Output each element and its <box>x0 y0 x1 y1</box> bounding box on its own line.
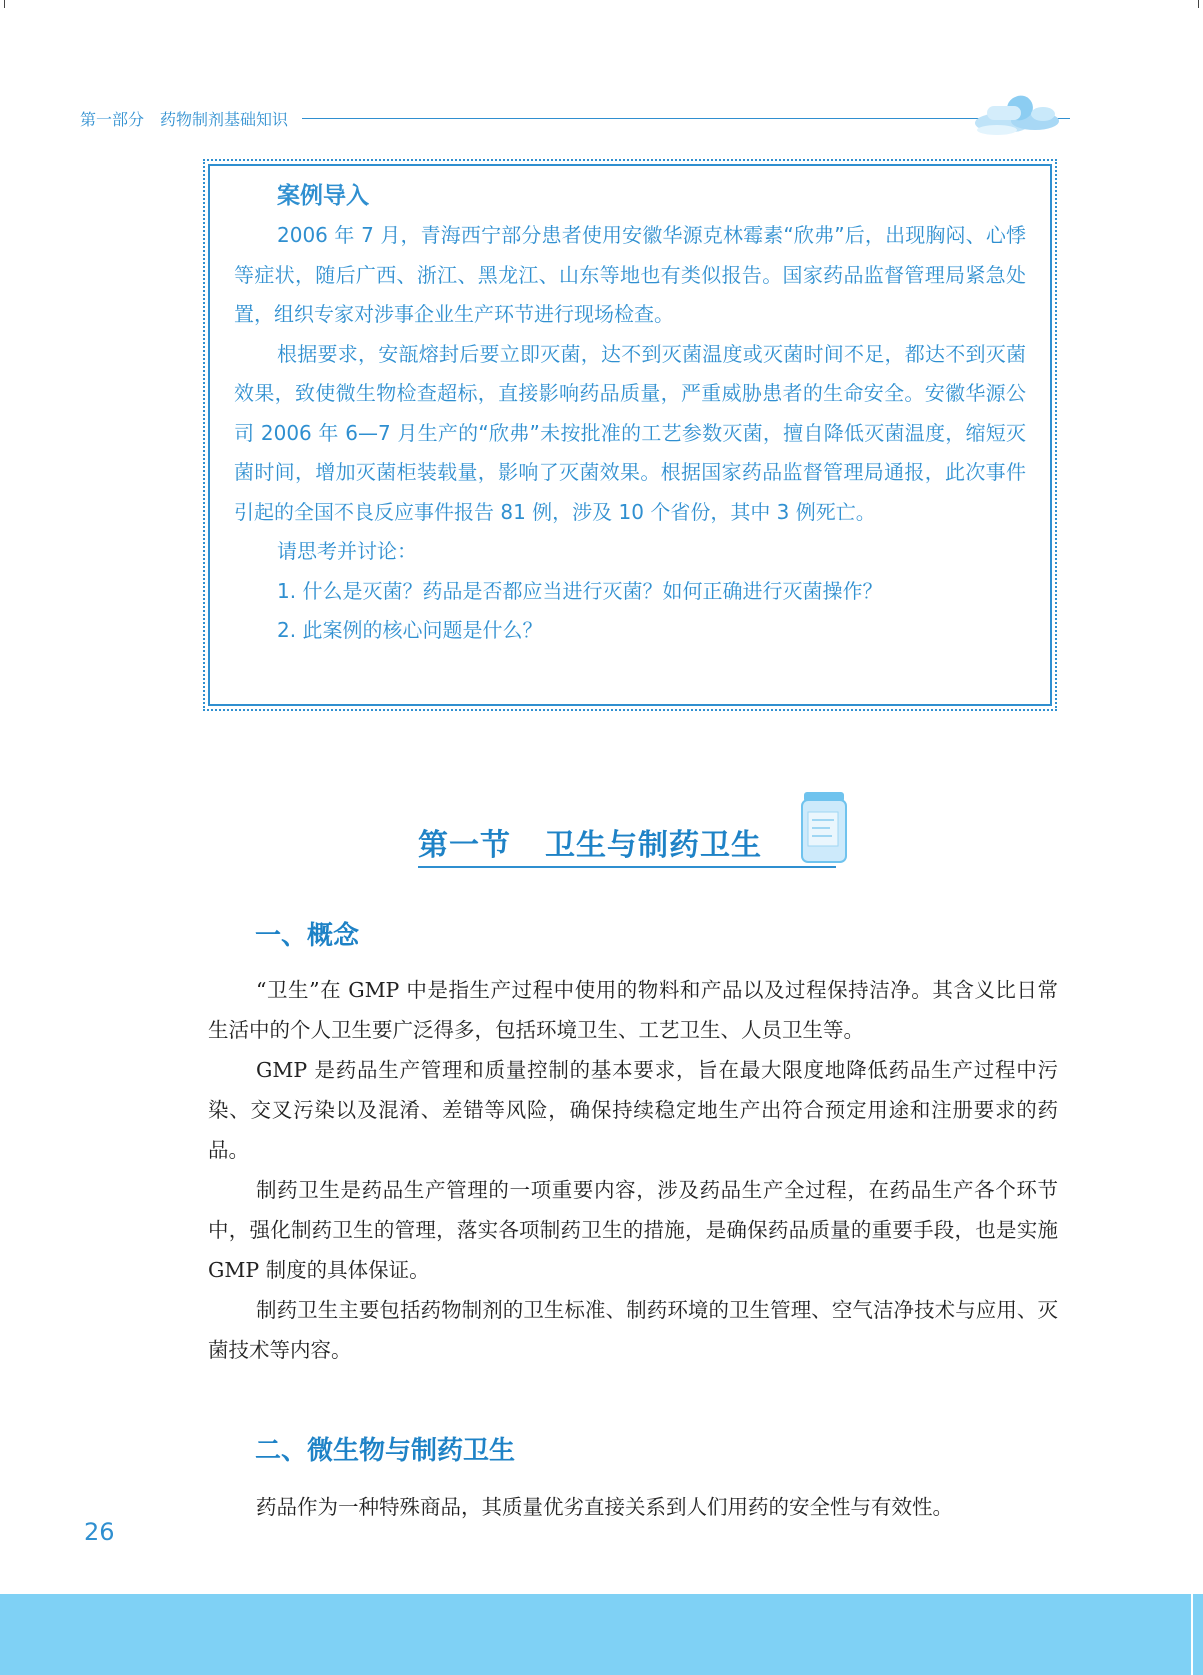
footer-band <box>0 1594 1203 1675</box>
footer-band-edge <box>1191 1594 1193 1675</box>
case-paragraph: 2006 年 7 月，青海西宁部分患者使用安徽华源克林霉素“欣弗”后，出现胸闷、心悸等症状，随后广西、浙江、黑龙江、山东等地也有类似报告。国家药品监督管理局紧急处置，组织专家对涉事企业生产环节进行现场检查。 <box>234 223 1026 326</box>
crop-mark <box>4 0 5 8</box>
body-paragraph: 药品作为一种特殊商品，其质量优劣直接关系到人们用药的安全性与有效性。 <box>256 1495 953 1519</box>
jar-icon <box>800 790 848 864</box>
section-name: 卫生与制药卫生 <box>545 828 762 863</box>
case-title: 案例导入 <box>277 183 369 209</box>
running-header <box>80 103 1080 133</box>
pills-icon <box>973 90 1063 138</box>
section-heading <box>418 790 848 880</box>
case-paragraph: 根据要求，安瓿熔封后要立即灭菌，达不到灭菌温度或灭菌时间不足，都达不到灭菌效果，致使微生物检查超标，直接影响药品质量，严重威胁患者的生命安全。安徽华源公司 2006 年 6—7 月生产的“欣弗”未按批准的工艺参数灭菌，擅自降低灭菌温度，缩短灭菌时间，增加灭菌柜装载量，影响了灭菌效果。根据国家药品监督管理局通报，此次事件引起的全国不良反应事件报告 81 例，涉及 10 个省份，其中 3 例死亡。 <box>234 341 1026 524</box>
case-question: 2. 此案例的核心问题是什么？ <box>277 618 543 642</box>
crop-mark <box>1198 0 1199 8</box>
body-paragraph: 制药卫生主要包括药物制剂的卫生标准、制药环境的卫生管理、空气洁净技术与应用、灭菌技术等内容。 <box>208 1298 1058 1362</box>
body-paragraph: “卫生”在 GMP 中是指生产过程中使用的物料和产品以及过程保持洁净。其含义比日常生活中的个人卫生要广泛得多，包括环境卫生、工艺卫生、人员卫生等。 <box>208 978 1058 1042</box>
section-number: 第一节 <box>418 828 511 863</box>
subsection-body <box>208 1487 1058 1527</box>
header-rule <box>302 118 1070 119</box>
header-part: 第一部分 <box>80 109 145 129</box>
case-question: 1. 什么是灭菌？药品是否都应当进行灭菌？如何正确进行灭菌操作？ <box>277 578 883 603</box>
body-paragraph: 制药卫生是药品生产管理的一项重要内容，涉及药品生产全过程，在药品生产各个环节中，强化制药卫生的管理，落实各项制药卫生的措施，是确保药品质量的重要手段，也是实施 GMP 制度的具体保证。 <box>208 1178 1058 1282</box>
section-title <box>418 820 762 864</box>
case-box <box>208 164 1052 706</box>
subsection-body <box>208 970 1058 1370</box>
page-number: 26 <box>84 1518 115 1546</box>
subsection-title: 二、微生物与制药卫生 <box>255 1436 516 1466</box>
header-title: 药物制剂基础知识 <box>160 109 289 129</box>
section-underline <box>418 866 836 868</box>
case-prompt: 请思考并讨论： <box>277 539 417 563</box>
subsection-title: 一、概念 <box>255 921 360 951</box>
body-paragraph: GMP 是药品生产管理和质量控制的基本要求，旨在最大限度地降低药品生产过程中污染、交叉污染以及混淆、差错等风险，确保持续稳定地生产出符合预定用途和注册要求的药品。 <box>208 1058 1058 1162</box>
